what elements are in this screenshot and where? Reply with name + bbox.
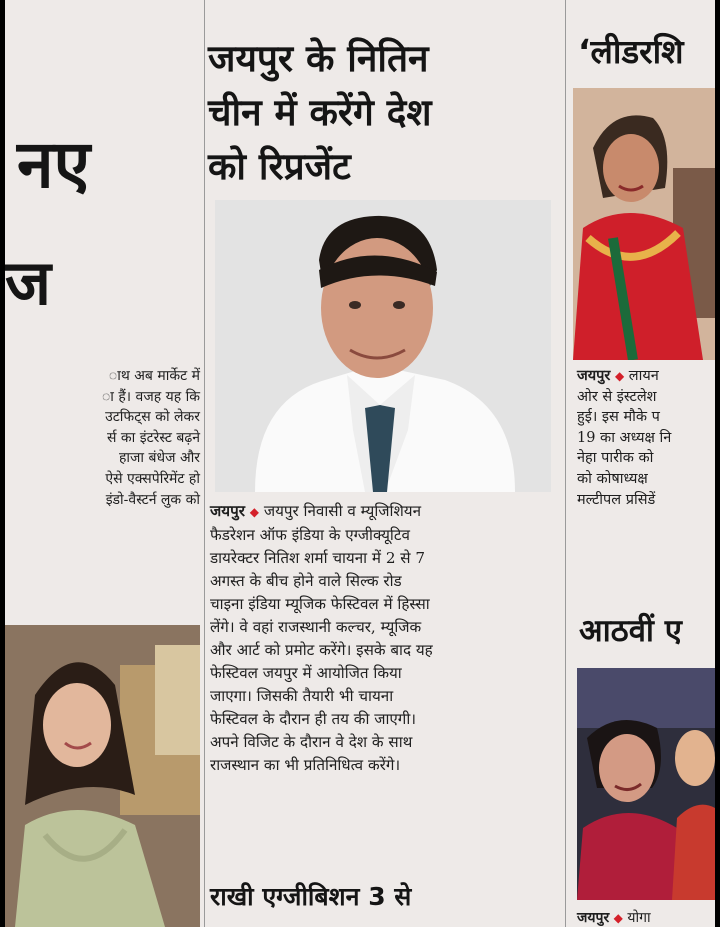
text-line: 19 का अध्यक्ष नि	[577, 429, 672, 446]
dateline-city: जयपुर	[577, 367, 611, 384]
headline-line: जयपुर के नितिन	[208, 37, 429, 80]
headline-line: चीन में करेंगे देश	[208, 91, 432, 134]
bullet-icon: ◆	[614, 369, 625, 383]
woman-photo-image	[5, 625, 200, 927]
text-line: ओर से इंस्टलेश	[577, 388, 657, 405]
right-article-body	[577, 366, 715, 510]
text-line: फेस्टिवल के दौरान ही तय की जाएगी।	[210, 710, 417, 728]
text-line: नेहा पारीक को	[577, 450, 654, 467]
center-article-body	[210, 500, 560, 777]
text-line: और आर्ट को प्रमोट करेंगे। इसके बाद यह	[210, 641, 433, 659]
left-article-body	[5, 366, 200, 510]
saree-woman-photo-image	[573, 88, 715, 360]
text-line: मल्टीपल प्रसिडें	[577, 491, 656, 508]
text-line-first	[577, 366, 715, 387]
newspaper-page	[5, 0, 715, 927]
text-line: उटफिट्स को लेकर	[105, 409, 200, 426]
column-divider-left	[204, 0, 205, 927]
group-photo-image	[577, 668, 715, 900]
bullet-icon: ◆	[613, 911, 623, 925]
text-line: हुई। इस मौके प	[577, 409, 660, 426]
text-line: फैडरेशन ऑफ इंडिया के एग्जीक्यूटिव	[210, 526, 410, 544]
man-photo-image	[215, 200, 551, 492]
text-line: को कोषाध्यक्ष	[577, 470, 648, 487]
left-photo	[5, 625, 200, 927]
next-article-headline: राखी एग्जीबिशन 3 से	[210, 882, 412, 911]
dateline-rest: लायन	[628, 368, 659, 384]
text-line: इंडो-वैस्टर्न लुक को	[105, 491, 200, 508]
text-line: ाथ अब मार्केट में	[108, 368, 200, 384]
text-line: अगस्त के बीच होने वाले सिल्क रोड	[210, 572, 402, 590]
right-bottom-photo	[577, 668, 715, 900]
right-photo	[573, 88, 715, 360]
headline-line: को रिप्रजेंट	[208, 145, 351, 188]
text-line: डायरेक्टर नितिश शर्मा चायना में 2 से 7	[210, 549, 426, 567]
center-photo	[215, 200, 551, 492]
text-line: चाइना इंडिया म्यूजिक फेस्टिवल में हिस्सा	[210, 595, 430, 613]
bullet-icon: ◆	[249, 505, 259, 519]
text-line: ऐसे एक्सपेरिमेंट हो	[105, 470, 200, 487]
text-line: जाएगा। जिसकी तैयारी भी चायना	[210, 687, 394, 705]
dateline-city: जयपुर	[210, 502, 245, 520]
text-line: राजस्थान का भी प्रतिनिधित्व करेंगे।	[210, 756, 401, 774]
column-divider-right	[565, 0, 566, 927]
dateline-city: जयपुर	[577, 910, 610, 926]
left-headline-line1: नए	[17, 126, 91, 203]
dateline-rest: योगा	[627, 910, 651, 926]
body-first-line: जयपुर निवासी व म्यूजिशियन	[263, 502, 422, 520]
text-line: र्स का इंटरेस्ट बढ़ने	[107, 429, 200, 446]
text-line: अपने विजिट के दौरान वे देश के साथ	[210, 733, 413, 751]
text-line: फेस्टिवल जयपुर में आयोजित किया	[210, 664, 402, 682]
right-headline: ‘लीडरशि	[578, 32, 684, 71]
text-line: लेंगे। वे वहां राजस्थानी कल्चर, म्यूजिक	[210, 618, 422, 636]
left-headline-line2: ज	[5, 246, 52, 319]
center-headline	[208, 32, 563, 194]
right-headline-2: आठवीं ए	[579, 613, 682, 649]
text-line: हाजा बंधेज और	[118, 450, 200, 467]
text-line: ा हैं। वजह यह कि	[101, 388, 200, 405]
right-bottom-dateline	[577, 908, 715, 927]
text-line-first	[210, 500, 560, 524]
